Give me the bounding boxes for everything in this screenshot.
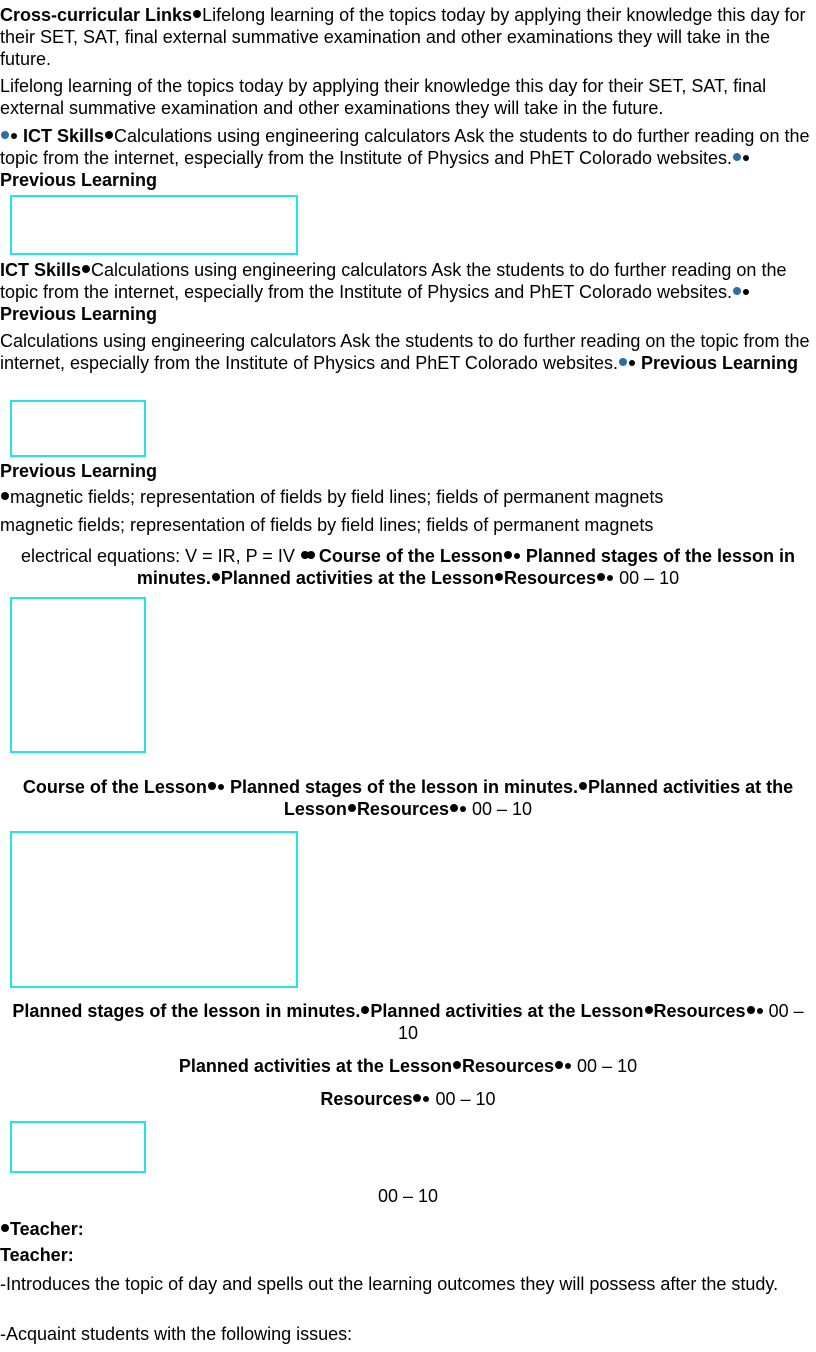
lesson-label: Lesson	[283, 799, 347, 819]
bullet-icon	[105, 131, 113, 139]
resources-paragraph	[0, 1088, 816, 1110]
ict-skills-text: Calculations using engineering calculators Ask the students to do further reading on the topic from the internet, especially from the Institute of Physics and PhET Colorado websites.	[0, 260, 787, 302]
teacher-heading-2: Teacher:	[0, 1245, 74, 1265]
calculations-text: Calculations using engineering calculators Ask the students to do further reading on the topic from the internet, especially from the Institute of Physics and PhET Colorado websites.	[0, 331, 810, 373]
bullet-icon	[607, 575, 613, 581]
bullet-icon	[565, 1063, 571, 1069]
cross-curricular-paragraph	[0, 4, 816, 70]
time-paragraph: 00 – 10	[377, 1186, 439, 1206]
planned-stages-label: Planned stages of the lesson in minutes.	[136, 546, 795, 588]
calculations-paragraph	[0, 330, 816, 374]
bullet-icon	[208, 782, 216, 790]
course-of-lesson-paragraph	[0, 776, 816, 820]
course-of-lesson-label: Course of the Lesson	[22, 777, 207, 797]
magnetic-fields-text: magnetic fields; representation of fields by field lines; fields of permanent magnets	[10, 487, 664, 507]
empty-cell-frame	[10, 597, 146, 753]
time-range: 00 – 10	[577, 1056, 638, 1076]
ict-skills-paragraph-2	[0, 259, 816, 325]
bullet-icon	[579, 782, 587, 790]
planned-activities-label: Planned activities at the	[588, 777, 794, 797]
previous-learning-heading: Previous Learning	[0, 461, 158, 481]
teacher-label: Teacher:	[10, 1219, 84, 1239]
planned-stages-label: Planned stages of the lesson in minutes.	[229, 777, 579, 797]
bullet-icon	[82, 265, 90, 273]
acquaint-students-paragraph: -Acquaint students with the following issues:	[0, 1324, 353, 1344]
resources-label: Resources	[461, 1056, 555, 1076]
cross-curricular-text: Lifelong learning of the topics today by applying their knowledge this day for their SET, SAT, final external summative examination and other examinations they will take in the future.	[0, 5, 806, 69]
bullet-icon	[645, 1006, 653, 1014]
electrical-equations-text: electrical equations: V = IR, P = IV	[21, 546, 295, 566]
empty-cell-frame	[10, 195, 298, 255]
bullet-icon	[733, 153, 741, 161]
bullet-icon	[212, 573, 220, 581]
bullet-icon	[743, 289, 749, 295]
empty-cell-frame	[10, 1121, 146, 1173]
ict-skills-text: Calculations using engineering calculators Ask the students to do further reading on the topic from the internet, especially from the Institute of Physics and PhET Colorado websites.	[0, 126, 810, 168]
bullet-icon	[423, 1096, 429, 1102]
time-range: 00 – 10	[619, 568, 680, 588]
planned-activities-label: Planned activities at the Lesson	[220, 568, 494, 588]
lifelong-learning-paragraph: Lifelong learning of the topics today by applying their knowledge this day for their SET, SAT, final external summative examination and other examinations they will take in the future.	[0, 76, 767, 118]
resources-label: Resources	[356, 799, 449, 819]
bullet-icon	[495, 573, 503, 581]
ict-skills-paragraph-1	[0, 125, 816, 191]
bullet-icon	[413, 1094, 421, 1102]
previous-learning-label: Previous Learning	[0, 304, 158, 324]
bullet-icon	[460, 806, 466, 812]
bullet-icon	[743, 155, 749, 161]
bullet-icon	[504, 551, 512, 559]
bullet-icon	[1, 131, 9, 139]
time-range: 00 – 10	[397, 1001, 804, 1043]
bullet-icon	[757, 1008, 763, 1014]
ict-skills-heading: ICT Skills	[0, 260, 82, 280]
empty-cell-frame	[10, 831, 298, 988]
electrical-equations-paragraph	[0, 542, 816, 589]
bullet-icon	[1, 1224, 9, 1232]
planned-activities-label: Planned activities at the Lesson	[370, 1001, 644, 1021]
bullet-icon	[619, 358, 627, 366]
planned-stages-paragraph	[0, 1000, 816, 1044]
bullet-icon	[301, 542, 313, 564]
magnetic-fields-paragraph-1	[0, 486, 816, 508]
ict-skills-heading: ICT Skills	[23, 126, 105, 146]
previous-learning-label: Previous Learning	[0, 170, 158, 190]
planned-activities-label: Planned activities at the Lesson	[178, 1056, 452, 1076]
planned-stages-label: Planned stages of the lesson in minutes.	[12, 1001, 361, 1021]
bullet-icon	[747, 1006, 755, 1014]
bullet-icon	[450, 804, 458, 812]
introduces-topic-paragraph: -Introduces the topic of day and spells out the learning outcomes they will possess after the study.	[0, 1274, 779, 1294]
empty-cell-frame	[10, 400, 146, 457]
time-range: 00 – 10	[435, 1089, 496, 1109]
resources-label: Resources	[320, 1089, 413, 1109]
bullet-icon	[348, 804, 356, 812]
magnetic-fields-paragraph-2: magnetic fields; representation of fields by field lines; fields of permanent magnets	[0, 515, 654, 535]
bullet-icon	[361, 1006, 369, 1014]
cross-curricular-heading: Cross-curricular Links	[0, 5, 193, 25]
bullet-icon	[597, 573, 605, 581]
bullet-icon	[11, 133, 17, 139]
resources-label: Resources	[503, 568, 597, 588]
bullet-icon	[629, 360, 635, 366]
previous-learning-label: Previous Learning	[641, 353, 799, 373]
bullet-icon	[193, 10, 201, 18]
teacher-heading-1	[0, 1218, 816, 1240]
course-of-lesson-label: Course of the Lesson	[318, 546, 503, 566]
bullet-icon	[218, 784, 224, 790]
bullet-icon	[1, 492, 9, 500]
resources-label: Resources	[653, 1001, 746, 1021]
bullet-icon	[555, 1061, 563, 1069]
bullet-icon	[453, 1061, 461, 1069]
planned-activities-paragraph	[0, 1055, 816, 1077]
bullet-icon	[514, 553, 520, 559]
time-range: 00 – 10	[472, 799, 533, 819]
bullet-icon	[733, 287, 741, 295]
